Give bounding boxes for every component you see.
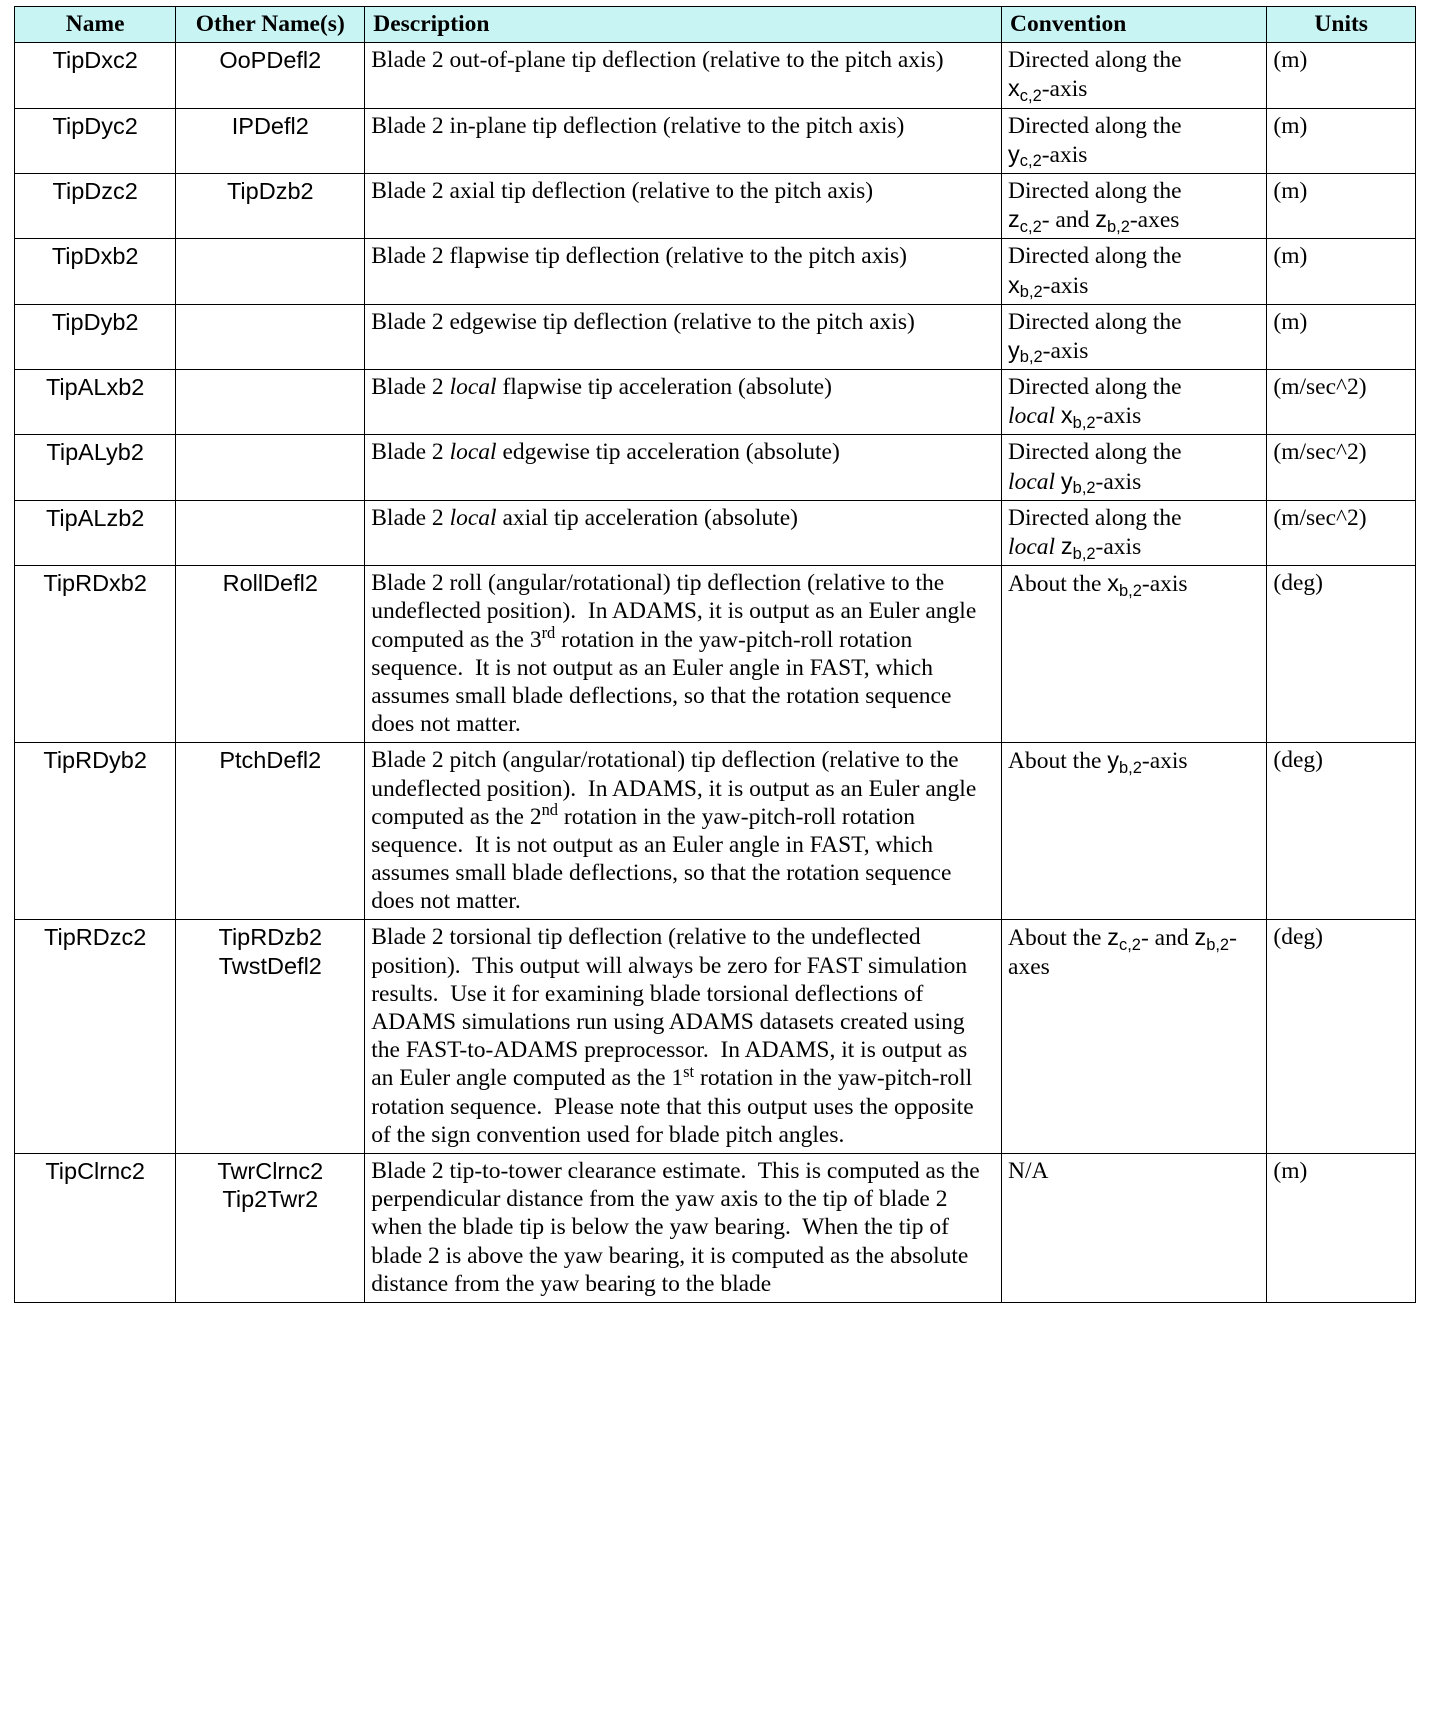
table-header-row [15,7,1416,43]
output-description: Blade 2 local axial tip acceleration (absolute) [365,500,1002,565]
output-other-name: OoPDefl2 [176,43,365,108]
output-description: Blade 2 tip-to-tower clearance estimate. This is computed as the perpendicular distance from the yaw axis to the tip of blade 2 when the blade tip is below the yaw bearing. When the tip of blade 2 is above the yaw bearing, it is computed as the absolute distance from the yaw bearing to the blade [365,1153,1002,1302]
table-row [15,239,1416,304]
column-header-name: Name [15,7,176,43]
output-units: (m/sec^2) [1267,500,1416,565]
output-name: TipDyb2 [15,304,176,369]
output-other-name: TwrClrnc2 Tip2Twr2 [176,1153,365,1302]
output-other-name: RollDefl2 [176,566,365,743]
output-description: Blade 2 out-of-plane tip deflection (relative to the pitch axis) [365,43,1002,108]
column-header-other-names: Other Name(s) [176,7,365,43]
output-convention: Directed along the local $z_{b,2}$-axis [1002,500,1267,565]
output-name: TipALzb2 [15,500,176,565]
output-name: TipDxb2 [15,239,176,304]
output-description: Blade 2 pitch (angular/rotational) tip deflection (relative to the undeflected position). In ADAMS, it is output as an Euler angle computed as the 2nd rotation in the yaw-pitch-roll rotation sequence. It is not output as an Euler angle in FAST, which assumes small blade deflections, so that the rotation sequence does not matter. [365,743,1002,920]
output-other-name: TipRDzb2 TwstDefl2 [176,920,365,1154]
output-convention: Directed along the $y_{b,2}$-axis [1002,304,1267,369]
table-row [15,743,1416,920]
output-other-name: IPDefl2 [176,108,365,173]
output-name: TipALxb2 [15,370,176,435]
output-units: (deg) [1267,743,1416,920]
output-name: TipClrnc2 [15,1153,176,1302]
table-row [15,1153,1416,1302]
outputs-table [14,6,1416,1303]
output-description: Blade 2 axial tip deflection (relative to the pitch axis) [365,173,1002,238]
output-name: TipRDxb2 [15,566,176,743]
output-convention: Directed along the $x_{b,2}$-axis [1002,239,1267,304]
output-convention: Directed along the local $x_{b,2}$-axis [1002,370,1267,435]
output-other-name: PtchDefl2 [176,743,365,920]
output-convention: Directed along the $x_{c,2}$-axis [1002,43,1267,108]
table-row [15,370,1416,435]
output-units: (m) [1267,239,1416,304]
table-row [15,43,1416,108]
output-name: TipALyb2 [15,435,176,500]
output-description: Blade 2 in-plane tip deflection (relative to the pitch axis) [365,108,1002,173]
output-name: TipRDyb2 [15,743,176,920]
output-units: (m) [1267,43,1416,108]
output-description: Blade 2 torsional tip deflection (relative to the undeflected position). This output will always be zero for FAST simulation results. Use it for examining blade torsional deflections of ADAMS simulations run using ADAMS datasets created using the FAST-to-ADAMS preprocessor. In ADAMS, it is output as an Euler angle computed as the 1st rotation in the yaw-pitch-roll rotation sequence. Please note that this output uses the opposite of the sign convention used for blade pitch angles. [365,920,1002,1154]
output-description: Blade 2 local flapwise tip acceleration (absolute) [365,370,1002,435]
table-row [15,108,1416,173]
output-convention: About the $y_{b,2}$-axis [1002,743,1267,920]
output-units: (m/sec^2) [1267,435,1416,500]
output-description: Blade 2 roll (angular/rotational) tip deflection (relative to the undeflected position). In ADAMS, it is output as an Euler angle computed as the 3rd rotation in the yaw-pitch-roll rotation sequence. It is not output as an Euler angle in FAST, which assumes small blade deflections, so that the rotation sequence does not matter. [365,566,1002,743]
column-header-convention: Convention [1002,7,1267,43]
output-units: (m) [1267,108,1416,173]
table-row [15,435,1416,500]
output-convention: N/A [1002,1153,1267,1302]
output-other-name [176,370,365,435]
output-other-name [176,500,365,565]
output-units: (deg) [1267,920,1416,1154]
output-description: Blade 2 flapwise tip deflection (relative to the pitch axis) [365,239,1002,304]
output-name: TipDyc2 [15,108,176,173]
output-convention: Directed along the $y_{c,2}$-axis [1002,108,1267,173]
column-header-units: Units [1267,7,1416,43]
output-name: TipDxc2 [15,43,176,108]
output-units: (m) [1267,173,1416,238]
table-row [15,920,1416,1154]
output-units: (deg) [1267,566,1416,743]
output-units: (m) [1267,304,1416,369]
table-row [15,566,1416,743]
output-description: Blade 2 local edgewise tip acceleration (absolute) [365,435,1002,500]
output-description: Blade 2 edgewise tip deflection (relative to the pitch axis) [365,304,1002,369]
column-header-description: Description [365,7,1002,43]
output-name: TipDzc2 [15,173,176,238]
output-convention: About the $z_{c,2}-$ and $z_{b,2}$-axes [1002,920,1267,1154]
table-row [15,304,1416,369]
output-units: (m) [1267,1153,1416,1302]
output-other-name: TipDzb2 [176,173,365,238]
output-other-name [176,239,365,304]
table-row [15,500,1416,565]
output-units: (m/sec^2) [1267,370,1416,435]
output-convention: Directed along the local $y_{b,2}$-axis [1002,435,1267,500]
output-other-name [176,304,365,369]
table-row [15,173,1416,238]
output-name: TipRDzc2 [15,920,176,1154]
output-convention: About the $x_{b,2}$-axis [1002,566,1267,743]
output-other-name [176,435,365,500]
output-convention: Directed along the $z_{c,2}-$ and $z_{b,2}$-axes [1002,173,1267,238]
